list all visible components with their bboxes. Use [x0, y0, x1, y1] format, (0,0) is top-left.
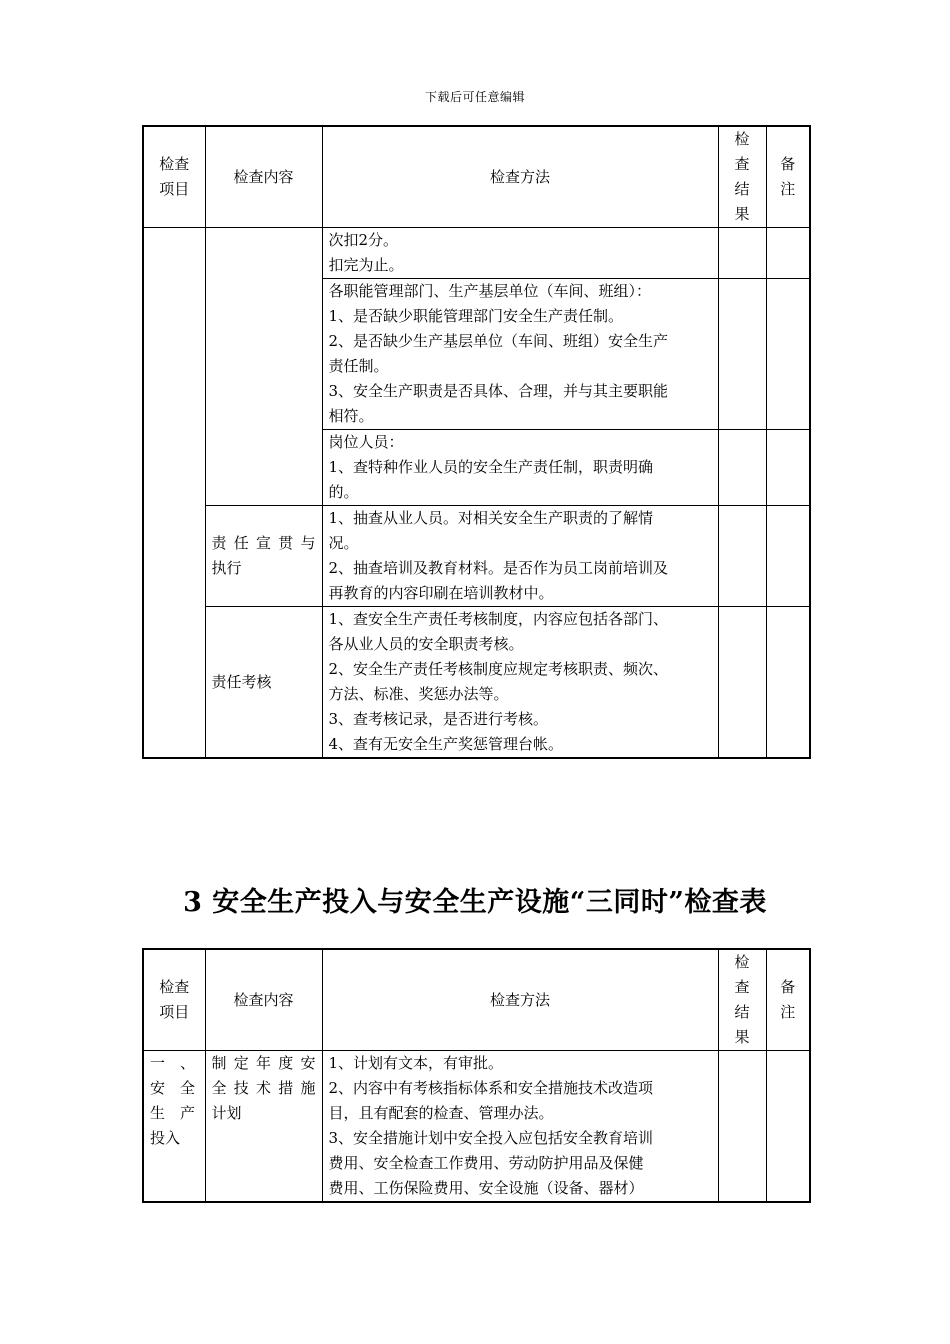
cell-remark: [766, 607, 810, 759]
table-row: [143, 506, 810, 607]
table-header-row: [143, 126, 810, 228]
cell-method: 1、查安全生产责任考核制度，内容应包括各部门、 各从业人员的安全职责考核。 2、安全生产责任考核制度应规定考核职责、频次、 方法、标准、奖惩办法等。 3、查考核记录，是否进行考核。 4、查有无安全生产奖惩管理台帐。: [322, 607, 718, 759]
cell-remark: [766, 1051, 810, 1203]
cell-content: 责任考核: [205, 607, 322, 759]
cell-content: 制定年度安 全技术措施 计划: [205, 1051, 322, 1203]
cell-result: [718, 279, 766, 430]
header-remark: 备 注: [766, 949, 810, 1051]
inspection-table-2: [142, 948, 811, 1203]
table-header-row: [143, 949, 810, 1051]
header-result: 检 查 结 果: [718, 126, 766, 228]
table-row: [143, 607, 810, 759]
cell-content-empty: [205, 228, 322, 506]
cell-result: [718, 228, 766, 279]
cell-result: [718, 1051, 766, 1203]
cell-result: [718, 506, 766, 607]
header-remark: 备 注: [766, 126, 810, 228]
cell-result: [718, 607, 766, 759]
cell-item: 一 、 安 全 生 产 投入: [143, 1051, 205, 1203]
cell-item-empty: [143, 228, 205, 759]
header-result: 检 查 结 果: [718, 949, 766, 1051]
table-row: [143, 1051, 810, 1203]
cell-method: 1、抽查从业人员。对相关安全生产职责的了解情 况。 2、抽查培训及教育材料。是否作为员工岗前培训及 再教育的内容印刷在培训教材中。: [322, 506, 718, 607]
section-title: 3 安全生产投入与安全生产设施“三同时”检查表: [183, 887, 767, 918]
cell-method: 1、计划有文本，有审批。 2、内容中有考核指标体系和安全措施技术改造项 目，且有配套的检查、管理办法。 3、安全措施计划中安全投入应包括安全教育培训 费用、安全检查工作费用、劳动防护用品及保健 费用、工伤保险费用、安全设施（设备、器材）: [322, 1051, 718, 1203]
cell-remark: [766, 506, 810, 607]
header-method: 检查方法: [322, 949, 718, 1051]
header-note: 下载后可任意编辑: [424, 90, 525, 104]
cell-method: 各职能管理部门、生产基层单位（车间、班组）： 1、是否缺少职能管理部门安全生产责任制。 2、是否缺少生产基层单位（车间、班组）安全生产 责任制。 3、安全生产职责是否具体、合理，并与其主要职能 相符。: [322, 279, 718, 430]
header-content: 检查内容: [205, 949, 322, 1051]
header-item: 检查 项目: [143, 949, 205, 1051]
table-row: [143, 228, 810, 279]
inspection-table-1: [142, 125, 811, 759]
cell-method: 次扣2分。 扣完为止。: [322, 228, 718, 279]
cell-content: 责任宣贯与 执行: [205, 506, 322, 607]
cell-method: 岗位人员： 1、查特种作业人员的安全生产责任制，职责明确 的。: [322, 430, 718, 506]
cell-remark: [766, 228, 810, 279]
header-content: 检查内容: [205, 126, 322, 228]
cell-remark: [766, 430, 810, 506]
cell-remark: [766, 279, 810, 430]
header-item: 检查 项目: [143, 126, 205, 228]
header-method: 检查方法: [322, 126, 718, 228]
cell-result: [718, 430, 766, 506]
